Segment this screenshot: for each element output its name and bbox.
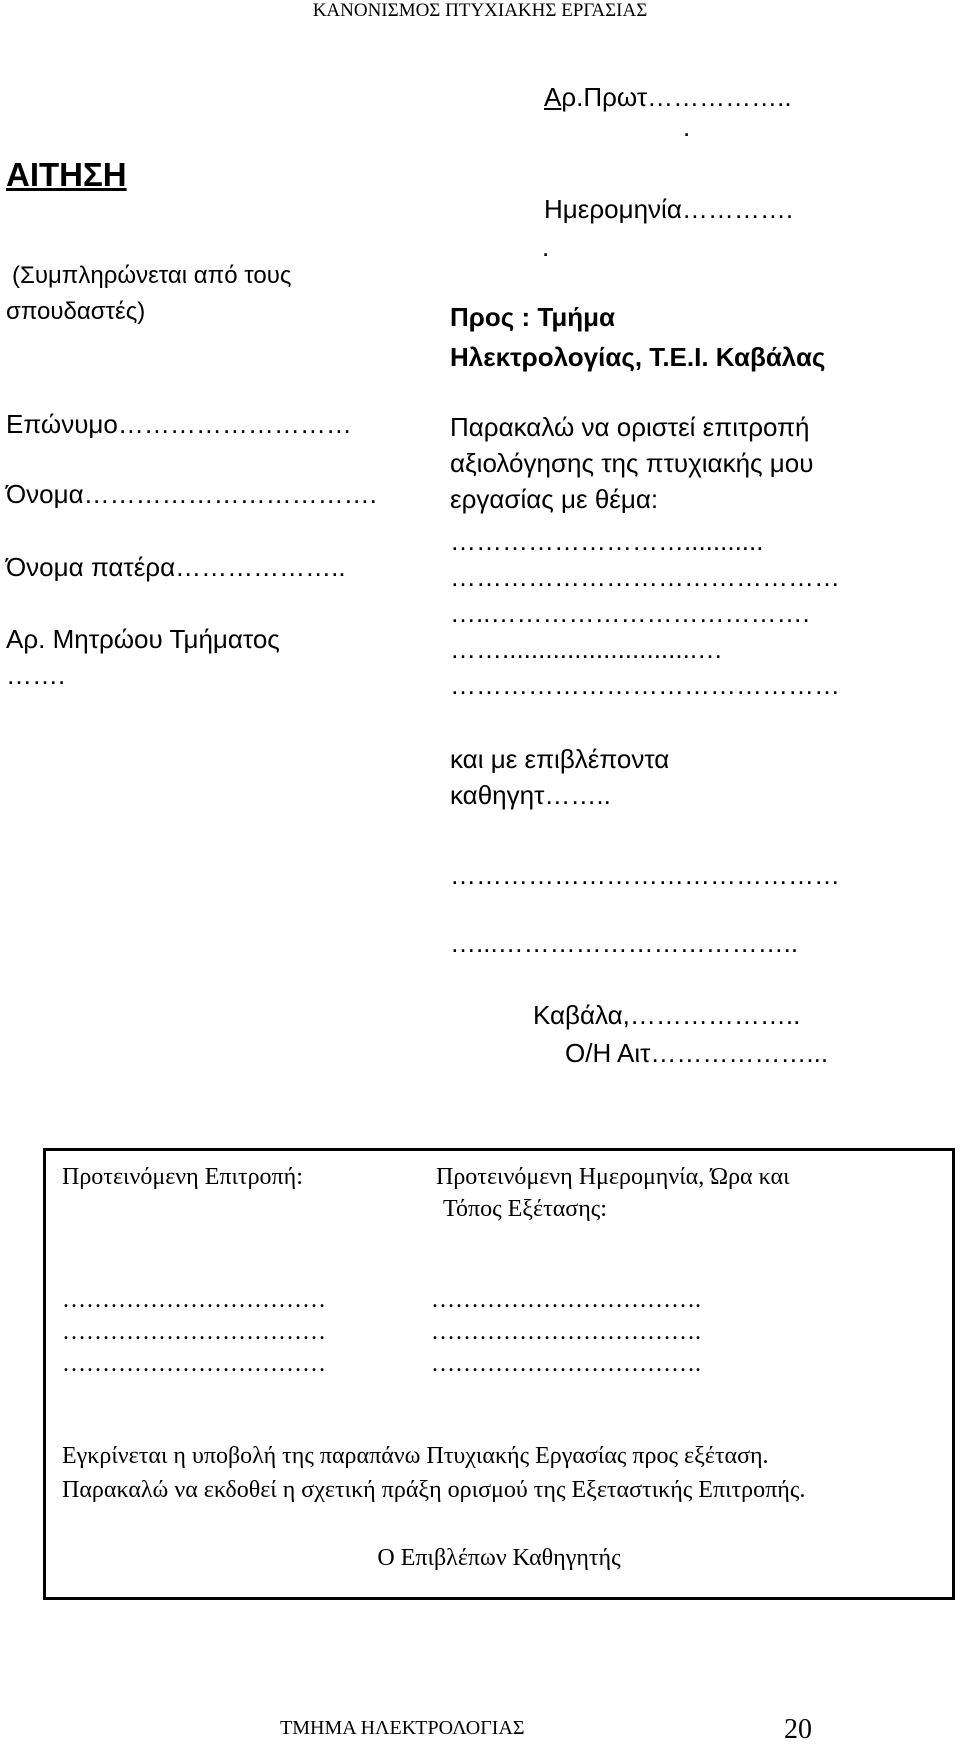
request-line3: εργασίας με θέμα: — [450, 484, 659, 514]
approval-text-line1: Εγκρίνεται η υποβολή της παραπάνω Πτυχιακής Εργασίας προς εξέταση. — [62, 1443, 769, 1469]
form-subtitle-line1: (Συμπληρώνεται από τους — [12, 262, 292, 289]
approval-text-line2: Παρακαλώ να εκδοθεί η σχετική πράξη ορισμού της Εξεταστικής Επιτροπής. — [62, 1477, 806, 1503]
applicant-signature-field[interactable]: Ο/Η Αιτ………………... — [565, 1038, 829, 1068]
topic-line[interactable]: ……………………………………… — [450, 670, 840, 700]
name-field[interactable]: Όνομα……………………………. — [6, 479, 377, 509]
supervisor-label-line1: και με επιβλέποντα — [450, 744, 670, 774]
protocol-prefix: Α — [544, 82, 562, 112]
form-subtitle-line2: σπουδαστές) — [6, 298, 146, 325]
recipient-line2: Ηλεκτρολογίας, Τ.Ε.Ι. Καβάλας — [450, 342, 826, 372]
committee-member-field[interactable]: …………………………… — [62, 1319, 326, 1345]
exam-details-field[interactable]: ……………………………. — [431, 1287, 701, 1313]
protocol-rest: ρ.Πρωτ…………….. — [561, 82, 792, 112]
registry-number-field[interactable]: ……. — [6, 660, 66, 690]
topic-line[interactable]: ………………………........... — [450, 526, 764, 556]
place-date-field[interactable]: Καβάλα,……………….. — [533, 1000, 801, 1030]
father-name-field[interactable]: Όνομα πατέρα……………….. — [6, 552, 346, 582]
date-trailing-dot: . — [542, 232, 550, 262]
topic-line[interactable]: ……...........................… — [450, 634, 724, 664]
committee-member-field[interactable]: …………………………… — [62, 1351, 326, 1377]
topic-line[interactable]: …..………………………………. — [450, 598, 810, 628]
exam-details-field[interactable]: ……………………………. — [431, 1319, 701, 1345]
supervisor-field[interactable]: ……………………………………… — [450, 860, 840, 890]
topic-line[interactable]: ……………………………………… — [450, 562, 840, 592]
form-title: ΑΙΤΗΣΗ — [6, 156, 127, 193]
recipient-line1: Προς : Τμήμα — [450, 302, 616, 332]
protocol-trailing-dot: . — [683, 112, 691, 142]
footer-department: ΤΜΗΜΑ ΗΛΕΚΤΡΟΛΟΓΙΑΣ — [280, 1717, 525, 1739]
committee-member-field[interactable]: …………………………… — [62, 1287, 326, 1313]
committee-label: Προτεινόμενη Επιτροπή: — [62, 1164, 303, 1190]
registry-number-label: Αρ. Μητρώου Τμήματος — [6, 624, 280, 654]
supervisor-field[interactable]: …...…………………………….. — [450, 928, 799, 958]
supervisor-signature-label: Ο Επιβλέπων Καθηγητής — [377, 1545, 621, 1571]
exam-details-label-line2: Τόπος Εξέτασης: — [443, 1196, 607, 1222]
exam-details-label-line1: Προτεινόμενη Ημερομηνία, Ώρα και — [436, 1164, 790, 1190]
date-field[interactable]: Ημερομηνία…………. — [544, 194, 794, 224]
request-line1: Παρακαλώ να οριστεί επιτροπή — [450, 412, 810, 442]
surname-field[interactable]: Επώνυμο……………………… — [6, 409, 352, 439]
page-number: 20 — [784, 1714, 812, 1745]
page-header: ΚΑΝΟΝΙΣΜΟΣ ΠΤΥΧΙΑΚΗΣ ΕΡΓΑΣΙΑΣ — [312, 0, 648, 21]
supervisor-label-line2: καθηγητ…….. — [450, 780, 611, 810]
exam-details-field[interactable]: ……………………………. — [431, 1351, 701, 1377]
committee-approval-box — [43, 1148, 955, 1600]
protocol-number-field[interactable] — [544, 82, 792, 113]
request-line2: αξιολόγησης της πτυχιακής μου — [450, 448, 814, 478]
